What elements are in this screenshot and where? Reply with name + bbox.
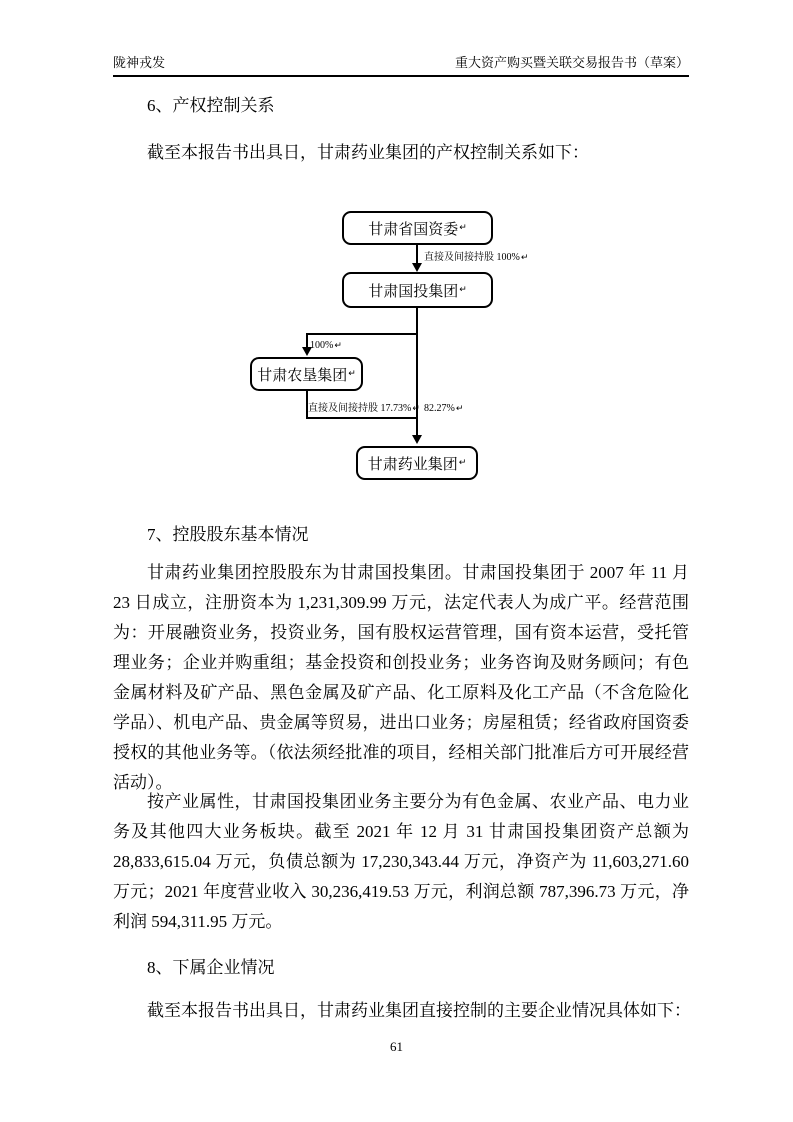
- connector-line: [306, 333, 308, 348]
- return-mark-icon: ↵: [458, 458, 467, 468]
- return-mark-icon: ↵: [459, 223, 467, 233]
- org-node-label: 甘肃国投集团: [368, 283, 459, 300]
- edge-label-100: [310, 340, 342, 352]
- org-node-label: 甘肃农垦集团: [257, 367, 348, 384]
- arrow-down-icon: [412, 263, 422, 272]
- section-6-heading: 6、产权控制关系: [147, 96, 275, 115]
- edge-label-text: 100%: [310, 340, 334, 351]
- org-node-pharma-group: [356, 446, 478, 480]
- return-mark-icon: ↵: [334, 341, 342, 351]
- edge-label-text: 直接及间接持股 100%: [424, 252, 520, 263]
- section-7-heading: 7、控股股东基本情况: [147, 525, 309, 544]
- connector-line: [306, 333, 418, 335]
- org-node-label: 甘肃省国资委: [368, 221, 459, 238]
- arrow-down-icon: [412, 435, 422, 444]
- org-node-guotou-group: [342, 272, 493, 308]
- connector-line: [416, 245, 418, 265]
- return-mark-icon: ↵: [459, 285, 467, 295]
- edge-label-text: 82.27%: [424, 403, 455, 414]
- header-company-name: 陇神戎发: [113, 55, 166, 70]
- connector-line: [306, 417, 418, 419]
- org-node-provincial-sasac: [342, 211, 493, 245]
- org-node-nongken-group: [250, 357, 363, 391]
- section-8-heading: 8、下属企业情况: [147, 958, 275, 977]
- section-7-paragraph-2: 按产业属性，甘肃国投集团业务主要分为有色金属、农业产品、电力业务及其他四大业务板块。截至 2021 年 12 月 31 甘肃国投集团资产总额为 28,833,615.04 万元，负债总额为 17,230,343.44 万元，净资产为 11,603,271.60 万元；2021 年度营业收入 30,236,419.53 万元，利润总额 787,396.73 万元，净利润 594,311.95 万元。: [113, 792, 689, 931]
- page-header: [113, 54, 689, 77]
- edge-label-text: 直接及间接持股 17.73%: [308, 403, 412, 414]
- section-7-paragraph-1: 甘肃药业集团控股股东为甘肃国投集团。甘肃国投集团于 2007 年 11 月 23 日成立，注册资本为 1,231,309.99 万元，法定代表人为成广平。经营范围为：开展融资业务，投资业务，国有股权运营管理，国有资本运营，受托管理业务；企业并购重组；基金投资和创投业务；业务咨询及财务顾问；有色金属材料及矿产品、黑色金属及矿产品、化工原料及化工产品（不含危险化学品）、机电产品、贵金属等贸易，进出口业务；房屋租赁；经省政府国资委授权的其他业务等。（依法须经批准的项目，经相关部门批准后方可开展经营活动）。: [113, 563, 689, 792]
- header-report-title: 重大资产购买暨关联交易报告书（草案）: [454, 55, 689, 70]
- return-mark-icon: ↵: [520, 253, 529, 263]
- section-8-intro: 截至本报告书出具日，甘肃药业集团直接控制的主要企业情况具体如下：: [147, 1001, 691, 1020]
- equity-control-diagram: [240, 205, 529, 491]
- page-number: 61: [390, 1039, 403, 1054]
- return-mark-icon: ↵: [455, 404, 464, 414]
- org-node-label: 甘肃药业集团: [367, 456, 458, 473]
- edge-label-17-73: [308, 403, 420, 415]
- return-mark-icon: ↵: [348, 369, 356, 379]
- section-6-intro: 截至本报告书出具日，甘肃药业集团的产权控制关系如下：: [147, 143, 589, 162]
- edge-label-100-direct: [424, 252, 528, 264]
- edge-label-82-27: [424, 403, 463, 415]
- return-mark-icon: ↵: [412, 404, 420, 414]
